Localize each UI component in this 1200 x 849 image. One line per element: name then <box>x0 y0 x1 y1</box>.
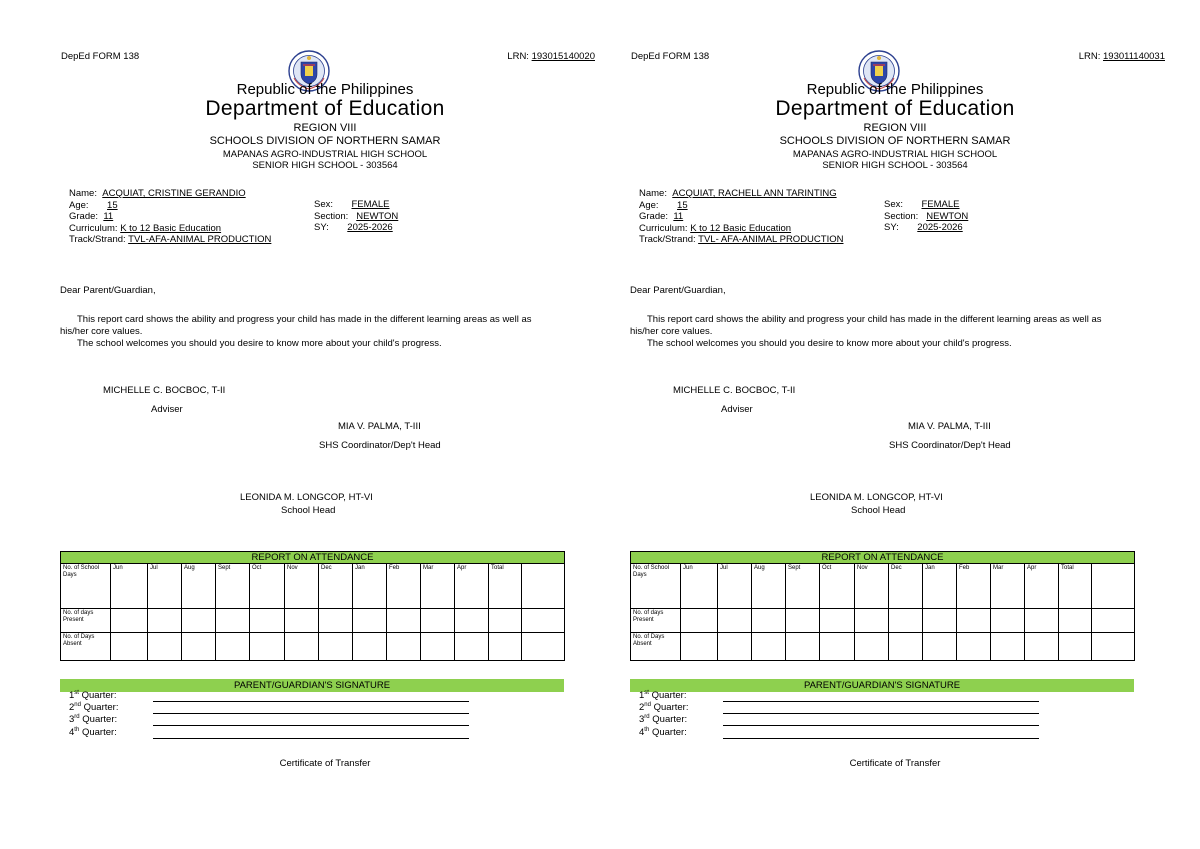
attendance-table <box>630 551 1135 661</box>
attendance-cell[interactable] <box>991 633 1025 661</box>
attendance-cell[interactable] <box>1092 633 1135 661</box>
curriculum-row: Curriculum: K to 12 Basic Education <box>639 222 792 234</box>
attendance-cell[interactable] <box>522 609 565 633</box>
attendance-title: REPORT ON ATTENDANCE <box>631 552 1135 564</box>
attendance-cell[interactable] <box>752 609 786 633</box>
quarter-label: 3rd Quarter: <box>639 714 688 726</box>
school-head-name: LEONIDA M. LONGCOP, HT-VI <box>810 492 943 503</box>
paragraph-line-1: This report card shows the ability and progress your child has made in the different learning areas as well as <box>77 314 532 325</box>
school-head-name: LEONIDA M. LONGCOP, HT-VI <box>240 492 373 503</box>
attendance-blank-col <box>1092 564 1135 609</box>
attendance-row-label: No. of Days Absent <box>61 633 111 661</box>
salutation: Dear Parent/Guardian, <box>630 285 726 296</box>
student-track: TVL- AFA-ANIMAL PRODUCTION <box>698 234 844 245</box>
shs-heading: SENIOR HIGH SCHOOL - 303564 <box>822 160 968 171</box>
attendance-month-8: Feb <box>957 564 991 609</box>
attendance-month-5: Nov <box>855 564 889 609</box>
attendance-cell[interactable] <box>421 609 455 633</box>
attendance-cell[interactable] <box>455 633 489 661</box>
quarter-signature-line[interactable] <box>723 713 1039 714</box>
attendance-cell[interactable] <box>285 633 319 661</box>
attendance-row-label: No. of School Days <box>61 564 111 609</box>
attendance-month-11: Total <box>489 564 522 609</box>
attendance-cell[interactable] <box>718 609 752 633</box>
sex-row: Sex: FEMALE <box>314 199 390 210</box>
student-info-right <box>314 199 398 234</box>
school-head-title: School Head <box>851 505 906 516</box>
paragraph-line-3: The school welcomes you should you desire to know more about your child's progress. <box>647 338 1012 349</box>
certificate-of-transfer: Certificate of Transfer <box>849 758 941 769</box>
lrn: LRN: 193015140020 <box>507 51 595 62</box>
student-curriculum: K to 12 Basic Education <box>690 222 792 234</box>
attendance-cell[interactable] <box>1059 609 1092 633</box>
student-section: NEWTON <box>356 210 399 222</box>
attendance-cell[interactable] <box>1092 609 1135 633</box>
adviser-name: MICHELLE C. BOCBOC, T-II <box>103 385 226 396</box>
grade-row: Grade: 11 <box>69 211 114 222</box>
attendance-month-9: Mar <box>421 564 455 609</box>
quarter-signature-line[interactable] <box>153 725 469 726</box>
attendance-month-6: Dec <box>889 564 923 609</box>
attendance-row-label: No. of days Present <box>631 609 681 633</box>
attendance-cell[interactable] <box>285 609 319 633</box>
quarter-signature-line[interactable] <box>153 701 469 702</box>
student-age: 15 <box>677 199 688 211</box>
track-row: Track/Strand: TVL-AFA-ANIMAL PRODUCTION <box>69 234 272 245</box>
attendance-cell[interactable] <box>957 609 991 633</box>
attendance-month-10: Apr <box>1025 564 1059 609</box>
division-heading: SCHOOLS DIVISION OF NORTHERN SAMAR <box>779 135 1011 147</box>
attendance-cell[interactable] <box>489 609 522 633</box>
attendance-cell[interactable] <box>786 609 820 633</box>
coordinator-title: SHS Coordinator/Dep't Head <box>889 440 1011 451</box>
attendance-month-9: Mar <box>991 564 1025 609</box>
grade-row: Grade: 11 <box>639 211 684 222</box>
track-row: Track/Strand: TVL- AFA-ANIMAL PRODUCTION <box>639 234 844 245</box>
attendance-cell[interactable] <box>681 633 718 661</box>
attendance-cell[interactable] <box>182 633 216 661</box>
attendance-cell[interactable] <box>991 609 1025 633</box>
salutation: Dear Parent/Guardian, <box>60 285 156 296</box>
paragraph-line-3: The school welcomes you should you desire to know more about your child's progress. <box>77 338 442 349</box>
student-name: ACQUIAT, CRISTINE GERANDIO <box>102 188 246 199</box>
age-row: Age: 15 <box>639 199 688 211</box>
attendance-cell[interactable] <box>250 609 285 633</box>
age-row: Age: 15 <box>69 199 118 211</box>
student-sex: FEMALE <box>351 199 390 210</box>
name-row: Name: ACQUIAT, RACHELL ANN TARINTING <box>639 188 837 199</box>
department-heading: Department of Education <box>205 97 445 120</box>
quarter-label: 1st Quarter: <box>639 690 687 702</box>
guardian-signature-title: PARENT/GUARDIAN'S SIGNATURE <box>630 679 1134 692</box>
attendance-cell[interactable] <box>1025 609 1059 633</box>
attendance-cell[interactable] <box>855 609 889 633</box>
quarter-signature-line[interactable] <box>723 701 1039 702</box>
student-info-right <box>884 199 968 234</box>
attendance-cell[interactable] <box>522 633 565 661</box>
student-sy: 2025-2026 <box>917 222 963 233</box>
attendance-month-4: Oct <box>250 564 285 609</box>
school-head-title: School Head <box>281 505 336 516</box>
attendance-month-3: Sept <box>786 564 820 609</box>
attendance-cell[interactable] <box>421 633 455 661</box>
report-card <box>55 0 595 849</box>
republic-heading: Republic of the Philippines <box>236 81 414 98</box>
sy-row: SY: 2025-2026 <box>884 222 963 233</box>
attendance-row-label: No. of Days Absent <box>631 633 681 661</box>
attendance-cell[interactable] <box>1025 633 1059 661</box>
attendance-cell[interactable] <box>786 633 820 661</box>
attendance-cell[interactable] <box>855 633 889 661</box>
paragraph-line-2: his/her core values. <box>60 326 143 337</box>
attendance-cell[interactable] <box>889 609 923 633</box>
quarter-signature-line[interactable] <box>153 738 469 739</box>
coordinator-name: MIA V. PALMA, T-III <box>338 421 421 432</box>
division-heading: SCHOOLS DIVISION OF NORTHERN SAMAR <box>209 135 441 147</box>
attendance-cell[interactable] <box>489 633 522 661</box>
attendance-cell[interactable] <box>923 609 957 633</box>
lrn-value: 193015140020 <box>531 51 595 62</box>
quarter-label: 2nd Quarter: <box>639 702 689 714</box>
attendance-cell[interactable] <box>182 609 216 633</box>
student-sy: 2025-2026 <box>347 222 393 233</box>
student-section: NEWTON <box>926 210 969 222</box>
attendance-month-0: Jun <box>681 564 718 609</box>
attendance-cell[interactable] <box>111 609 148 633</box>
attendance-cell[interactable] <box>319 633 353 661</box>
attendance-cell[interactable] <box>111 633 148 661</box>
attendance-month-10: Apr <box>455 564 489 609</box>
attendance-month-1: Jul <box>718 564 752 609</box>
attendance-month-8: Feb <box>387 564 421 609</box>
attendance-cell[interactable] <box>387 609 421 633</box>
certificate-of-transfer: Certificate of Transfer <box>279 758 371 769</box>
quarter-label: 3rd Quarter: <box>69 714 118 726</box>
lrn: LRN: 193011140031 <box>1078 51 1165 62</box>
quarter-label: 4th Quarter: <box>69 727 117 739</box>
attendance-cell[interactable] <box>319 609 353 633</box>
quarter-label: 2nd Quarter: <box>69 702 119 714</box>
attendance-cell[interactable] <box>148 609 182 633</box>
section-row: Section: NEWTON <box>314 210 399 222</box>
attendance-cell[interactable] <box>681 609 718 633</box>
attendance-cell[interactable] <box>148 633 182 661</box>
attendance-cell[interactable] <box>216 609 250 633</box>
quarter-signature-line[interactable] <box>723 738 1039 739</box>
region-heading: REGION VIII <box>293 122 357 134</box>
attendance-cell[interactable] <box>216 633 250 661</box>
attendance-month-2: Aug <box>182 564 216 609</box>
attendance-month-4: Oct <box>820 564 855 609</box>
attendance-cell[interactable] <box>820 609 855 633</box>
form-number: DepEd FORM 138 <box>631 51 710 62</box>
sex-row: Sex: FEMALE <box>884 199 960 210</box>
quarter-signature-line[interactable] <box>153 713 469 714</box>
form-number: DepEd FORM 138 <box>61 51 140 62</box>
lrn-value: 193011140031 <box>1103 51 1165 62</box>
attendance-cell[interactable] <box>455 609 489 633</box>
school-heading: MAPANAS AGRO-INDUSTRIAL HIGH SCHOOL <box>792 149 998 160</box>
attendance-month-6: Dec <box>319 564 353 609</box>
section-row: Section: NEWTON <box>884 210 969 222</box>
attendance-cell[interactable] <box>957 633 991 661</box>
attendance-cell[interactable] <box>353 609 387 633</box>
student-grade: 11 <box>103 211 114 222</box>
adviser-name: MICHELLE C. BOCBOC, T-II <box>673 385 796 396</box>
department-heading: Department of Education <box>775 97 1015 120</box>
paragraph-line-2: his/her core values. <box>630 326 713 337</box>
attendance-table <box>60 551 565 661</box>
attendance-blank-col <box>522 564 565 609</box>
paragraph-line-1: This report card shows the ability and progress your child has made in the different learning areas as well as <box>647 314 1102 325</box>
coordinator-name: MIA V. PALMA, T-III <box>908 421 991 432</box>
adviser-title: Adviser <box>151 404 183 415</box>
student-curriculum: K to 12 Basic Education <box>120 222 222 234</box>
adviser-title: Adviser <box>721 404 753 415</box>
student-info-left <box>639 188 843 246</box>
guardian-signature-title: PARENT/GUARDIAN'S SIGNATURE <box>60 679 564 692</box>
attendance-cell[interactable] <box>250 633 285 661</box>
attendance-cell[interactable] <box>889 633 923 661</box>
quarter-label: 1st Quarter: <box>69 690 117 702</box>
attendance-month-0: Jun <box>111 564 148 609</box>
attendance-month-5: Nov <box>285 564 319 609</box>
name-row: Name: ACQUIAT, CRISTINE GERANDIO <box>69 188 246 199</box>
attendance-cell[interactable] <box>1059 633 1092 661</box>
attendance-cell[interactable] <box>353 633 387 661</box>
attendance-cell[interactable] <box>718 633 752 661</box>
attendance-month-7: Jan <box>923 564 957 609</box>
attendance-row-label: No. of days Present <box>61 609 111 633</box>
attendance-cell[interactable] <box>923 633 957 661</box>
report-card <box>625 0 1165 849</box>
student-age: 15 <box>107 199 118 211</box>
attendance-cell[interactable] <box>387 633 421 661</box>
school-heading: MAPANAS AGRO-INDUSTRIAL HIGH SCHOOL <box>222 149 428 160</box>
student-info-left <box>69 188 271 246</box>
curriculum-row: Curriculum: K to 12 Basic Education <box>69 222 222 234</box>
attendance-cell[interactable] <box>752 633 786 661</box>
student-name: ACQUIAT, RACHELL ANN TARINTING <box>672 188 837 199</box>
attendance-month-11: Total <box>1059 564 1092 609</box>
attendance-month-7: Jan <box>353 564 387 609</box>
attendance-month-1: Jul <box>148 564 182 609</box>
attendance-title: REPORT ON ATTENDANCE <box>61 552 565 564</box>
student-sex: FEMALE <box>921 199 960 210</box>
attendance-month-3: Sept <box>216 564 250 609</box>
sy-row: SY: 2025-2026 <box>314 222 393 233</box>
coordinator-title: SHS Coordinator/Dep't Head <box>319 440 441 451</box>
attendance-month-2: Aug <box>752 564 786 609</box>
shs-heading: SENIOR HIGH SCHOOL - 303564 <box>252 160 398 171</box>
student-track: TVL-AFA-ANIMAL PRODUCTION <box>128 234 272 245</box>
region-heading: REGION VIII <box>863 122 927 134</box>
quarter-signature-line[interactable] <box>723 725 1039 726</box>
republic-heading: Republic of the Philippines <box>806 81 984 98</box>
student-grade: 11 <box>673 211 684 222</box>
attendance-cell[interactable] <box>820 633 855 661</box>
quarter-label: 4th Quarter: <box>639 727 687 739</box>
attendance-row-label: No. of School Days <box>631 564 681 609</box>
